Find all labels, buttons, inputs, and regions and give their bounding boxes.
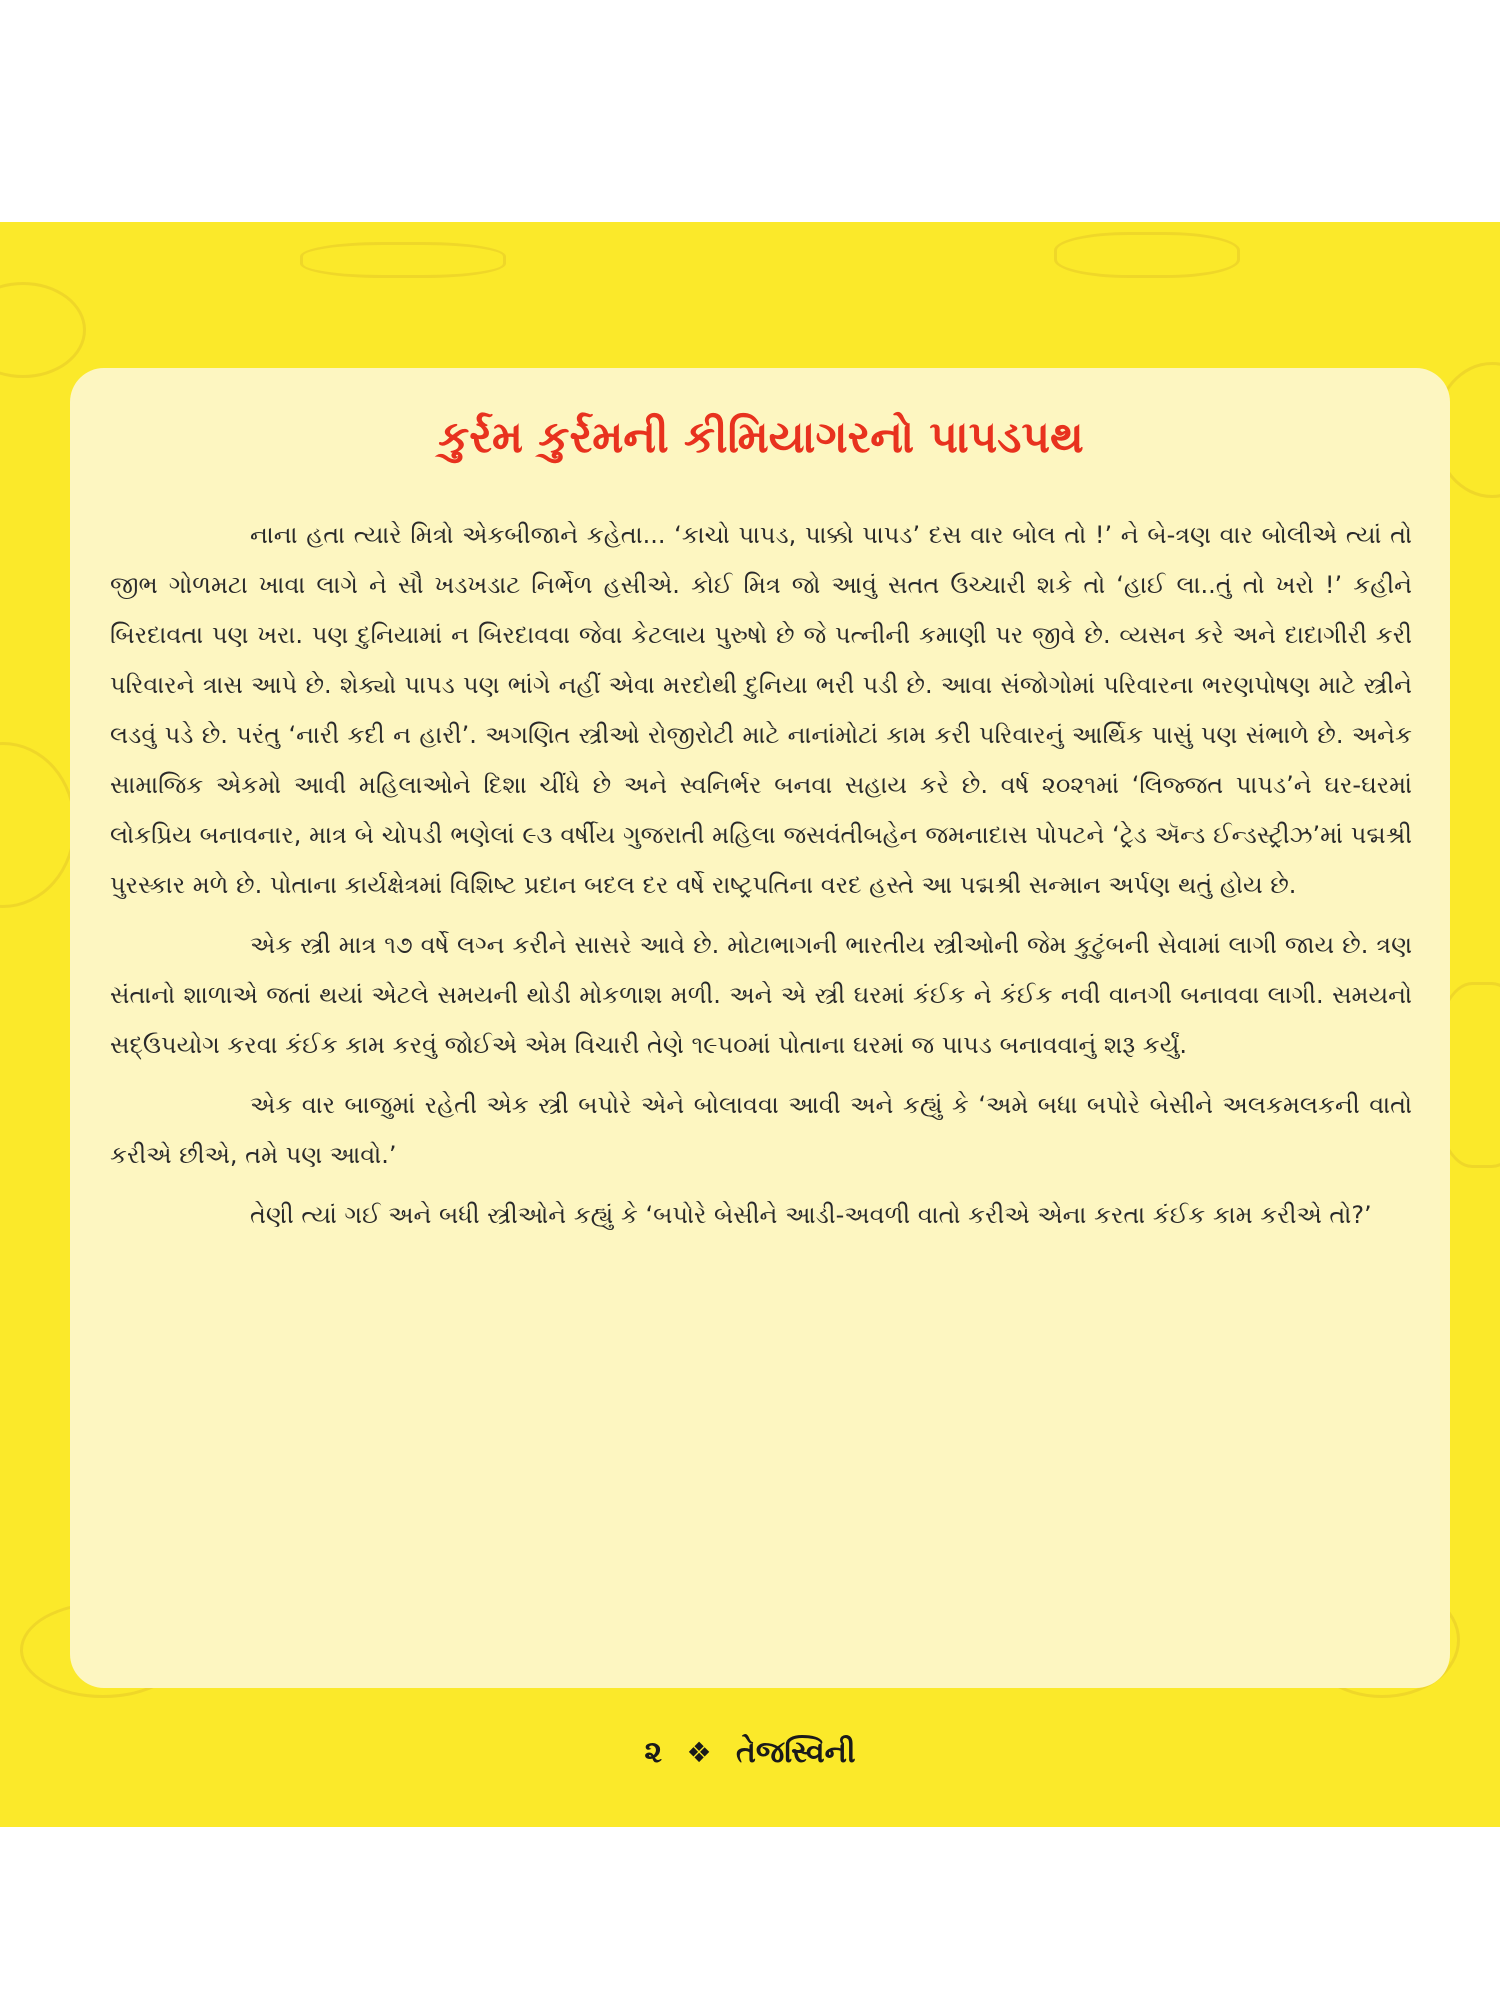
background-doodle — [0, 282, 86, 378]
background-doodle — [0, 742, 76, 908]
book-title: તેજસ્વિની — [736, 1735, 856, 1770]
diamond-icon: ❖ — [686, 1736, 712, 1769]
background-doodle — [300, 242, 506, 278]
article-title: કુર્રમ કુર્રમની કીમિયાગરનો પાપડપથ — [438, 412, 1084, 463]
article-paragraph-2: એક સ્ત્રી માત્ર ૧૭ વર્ષે લગ્ન કરીને સાસરે આવે છે. મોટાભાગની ભારતીય સ્ત્રીઓની જેમ કુટુંબની સેવામાં લાગી જાય છે. ત્રણ સંતાનો શાળાએ જતાં થયાં એટલે સમયની થોડી મોકળાશ મળી. અને એ સ્ત્રી ઘરમાં કંઈક ને કંઈક નવી વાનગી બનાવવા લાગી. સમયનો સદ્ઉપયોગ કરવા કંઈક કામ કરવું જોઈએ એમ વિચારી તેણે ૧૯૫૦માં પોતાના ઘરમાં જ પાપડ બનાવવાનું શરૂ કર્યું. — [110, 931, 1412, 1059]
article-paragraph-3: એક વાર બાજુમાં રહેતી એક સ્ત્રી બપોરે એને બોલાવવા આવી અને કહ્યું કે ‘અમે બધા બપોરે બેસીને અલકમલકની વાતો કરીએ છીએ, તમે પણ આવો.’ — [110, 1091, 1412, 1169]
page-number: ૨ — [644, 1735, 663, 1770]
article-card — [70, 368, 1450, 1688]
article-paragraph-1: નાના હતા ત્યારે મિત્રો એકબીજાને કહેતા... ‘કાચો પાપડ, પાક્કો પાપડ’ દસ વાર બોલ તો !’ ને બે-ત્રણ વાર બોલીએ ત્યાં તો જીભ ગોળમટા ખાવા લાગે ને સૌ ખડખડાટ નિર્ભેળ હસીએ. કોઈ મિત્ર જો આવું સતત ઉચ્ચારી શકે તો ‘હાઈ લા..તું તો ખરો !’ કહીને બિરદાવતા પણ ખરા. પણ દુનિયામાં ન બિરદાવવા જેવા કેટલાય પુરુષો છે જે પત્નીની કમાણી પર જીવે છે. વ્યસન કરે અને દાદાગીરી કરી પરિવારને ત્રાસ આપે છે. શેક્યો પાપડ પણ ભાંગે નહીં એવા મરદોથી દુનિયા ભરી પડી છે. આવા સંજોગોમાં પરિવારના ભરણપોષણ માટે સ્ત્રીને લડવું પડે છે. પરંતુ ‘નારી કદી ન હારી’. અગણિત સ્ત્રીઓ રોજીરોટી માટે નાનાંમોટાં કામ કરી પરિવારનું આર્થિક પાસું પણ સંભાળે છે. અનેક સામાજિક એકમો આવી મહિલાઓને દિશા ચીંધે છે અને સ્વનિર્ભર બનવા સહાય કરે છે. વર્ષ ૨૦૨૧માં ‘લિજ્જત પાપડ’ને ઘર-ઘરમાં લોકપ્રિય બનાવનાર, માત્ર બે ચોપડી ભણેલાં ૯૩ વર્ષીય ગુજરાતી મહિલા જસવંતીબહેન જમનાદાસ પોપટને ‘ટ્રેડ ઍન્ડ ઈન્ડસ્ટ્રીઝ’માં પદ્મશ્રી પુરસ્કાર મળે છે. પોતાના કાર્યક્ષેત્રમાં વિશિષ્ટ પ્રદાન બદલ દર વર્ષે રાષ્ટ્રપતિના વરદ હસ્તે આ પદ્મશ્રી સન્માન અર્પણ થતું હોય છે. — [110, 521, 1412, 899]
background-doodle — [1054, 232, 1240, 278]
page-footer — [0, 1734, 1500, 1770]
article-paragraph-4: તેણી ત્યાં ગઈ અને બધી સ્ત્રીઓને કહ્યું કે ‘બપોરે બેસીને આડી-અવળી વાતો કરીએ એના કરતા કંઈક કામ કરીએ તો?’ — [250, 1201, 1372, 1229]
